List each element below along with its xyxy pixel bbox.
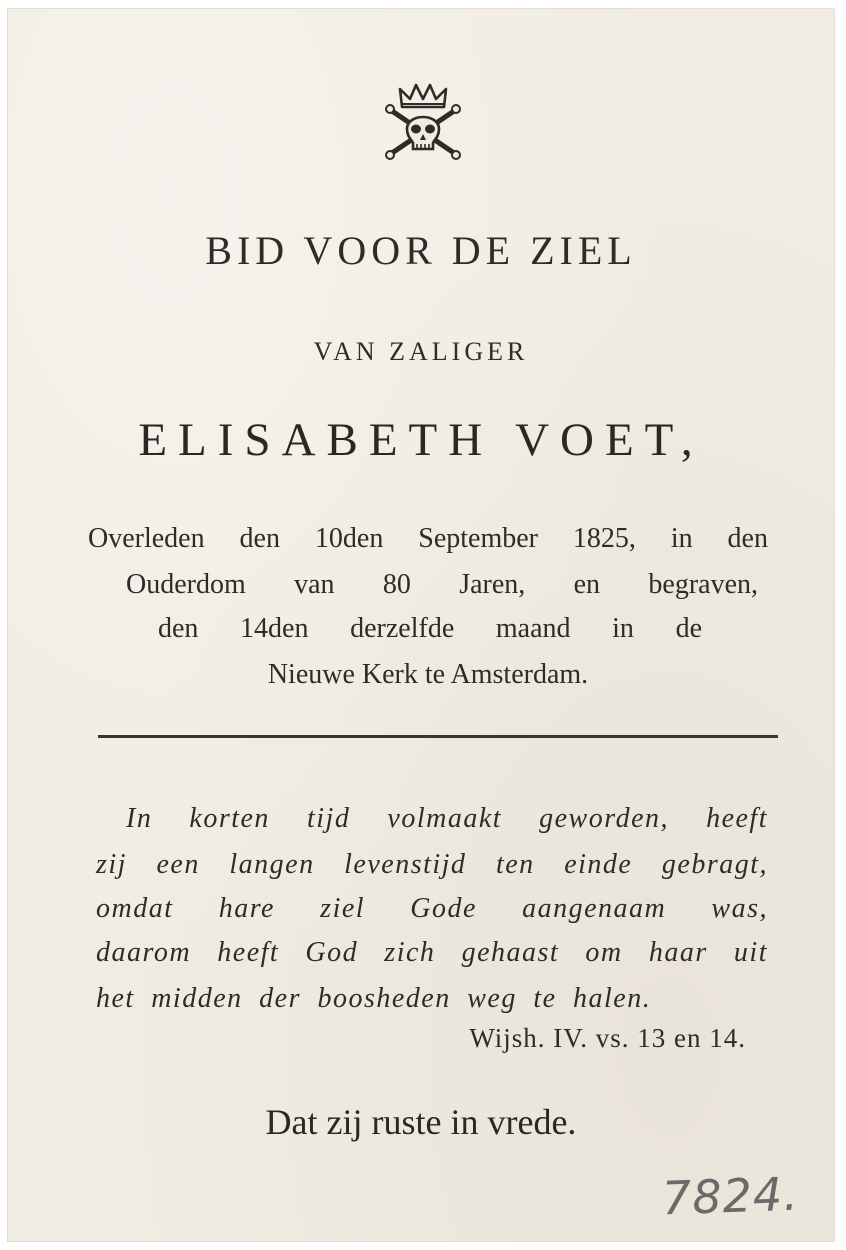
deceased-name: ELISABETH VOET,	[138, 414, 704, 466]
memorial-card	[8, 9, 834, 1241]
verse-line-4: daarom heeft God zich gehaast om haar uit	[96, 937, 768, 968]
verse-line-2: zij een langen levenstijd ten einde gebragt,	[96, 849, 768, 880]
death-info-line-3: den 14den derzelfde maand in de	[158, 613, 702, 644]
verse-line-1: In korten tijd volmaakt geworden, heeft	[126, 803, 768, 834]
death-info-line-2: Ouderdom van 80 Jaren, en begraven,	[126, 569, 758, 600]
verse-line-5: het midden der boosheden weg te halen.	[96, 983, 652, 1014]
death-info-line-1: Overleden den 10den September 1825, in den	[88, 523, 768, 554]
crowned-skull-and-crossbones-icon	[380, 77, 466, 161]
death-info-line-4: Nieuwe Kerk te Amsterdam.	[267, 659, 589, 690]
verse-line-3: omdat hare ziel Gode aangenaam was,	[96, 893, 768, 924]
closing-blessing: Dat zij ruste in vrede.	[265, 1102, 577, 1142]
prayer-subheading: VAN ZALIGER	[313, 337, 529, 366]
verse-reference: Wijsh. IV. vs. 13 en 14.	[469, 1023, 746, 1053]
catalog-number-pencil: 7824.	[661, 1166, 800, 1226]
divider-rule	[98, 735, 778, 738]
prayer-heading: BID VOOR DE ZIEL	[205, 228, 637, 273]
